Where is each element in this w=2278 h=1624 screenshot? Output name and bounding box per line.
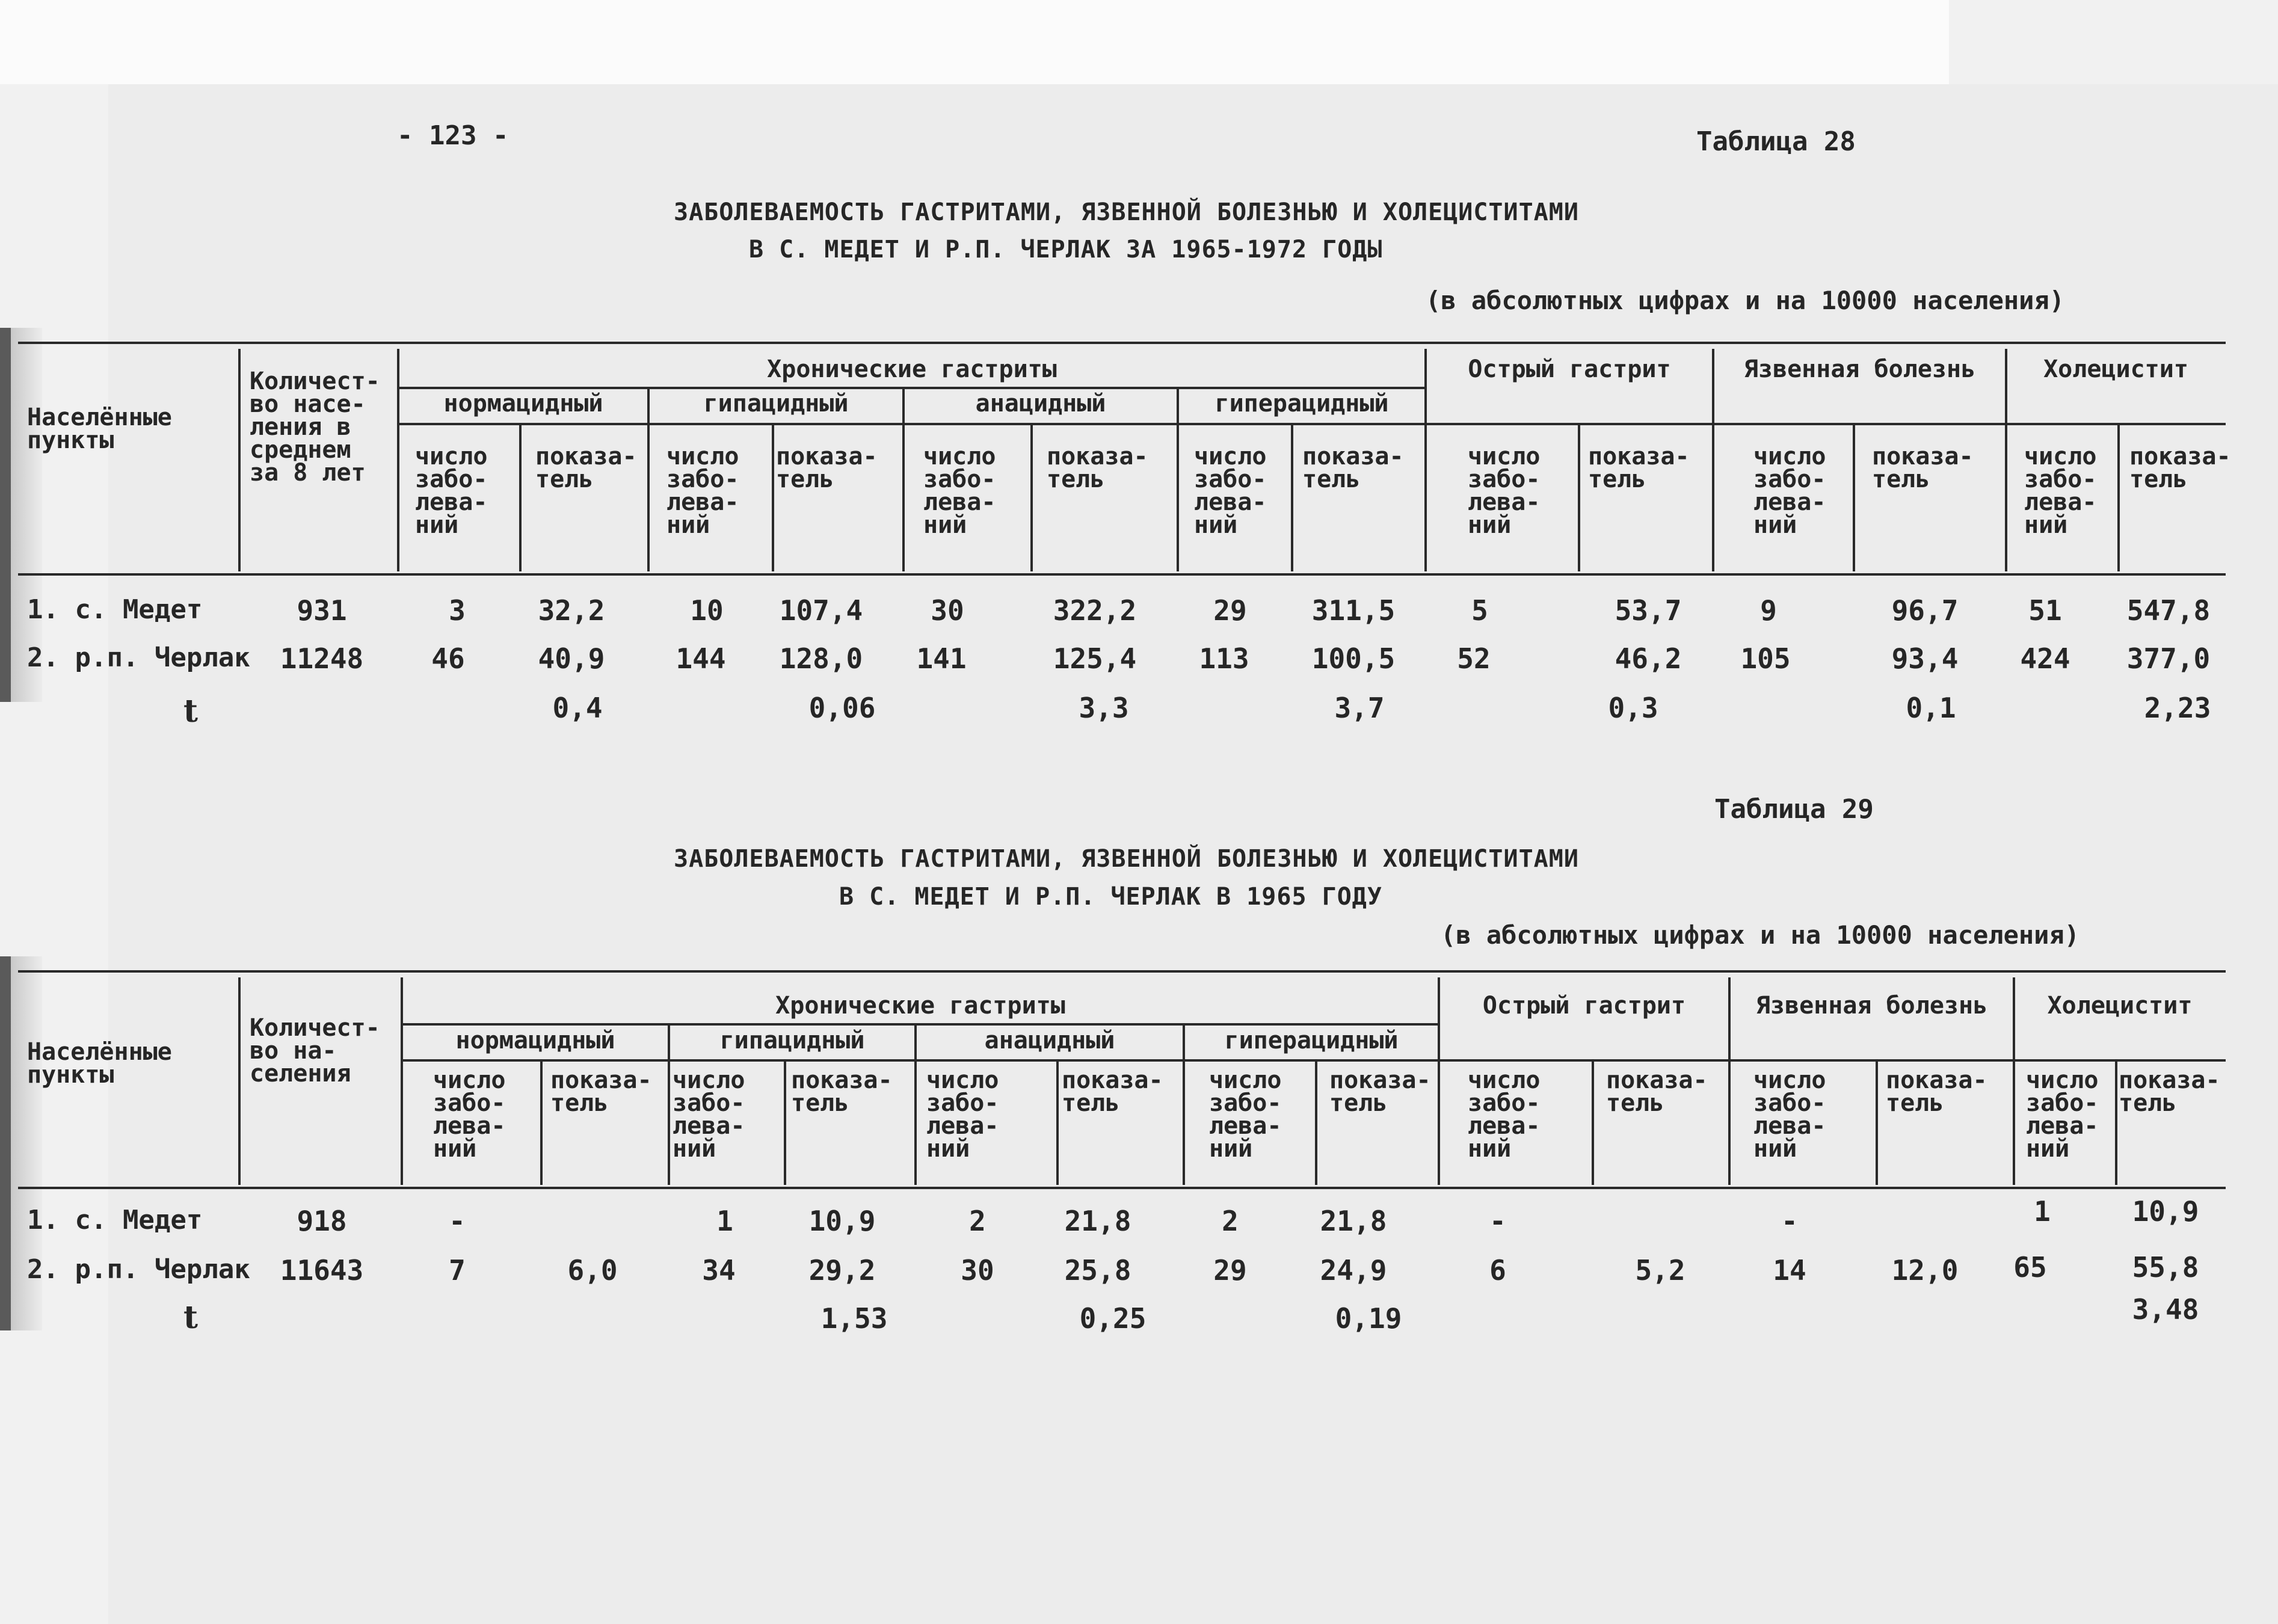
subheader-count: число забо-лева-ний bbox=[1468, 443, 1541, 539]
subheader-index: показа-тель bbox=[1606, 1066, 1708, 1117]
table-cell: - bbox=[1781, 1205, 1798, 1237]
table-cell: 53,7 bbox=[1615, 594, 1682, 627]
header-normacid: нормацидный bbox=[455, 1027, 615, 1054]
header-population: Количест-во насе-ления в среднем за 8 лет bbox=[250, 368, 380, 487]
subheader-count: число забо-лева-ний bbox=[1468, 1066, 1541, 1163]
table-cell: 2 bbox=[969, 1205, 986, 1237]
header-acute-gastritis: Острый гастрит bbox=[1482, 992, 1686, 1020]
subheader-count: число забо-лева-ний bbox=[2024, 443, 2097, 539]
subheader-count: число забо-лева-ний bbox=[673, 1066, 745, 1163]
table-29 bbox=[0, 953, 2278, 1350]
subheader-count: число забо-лева-ний bbox=[923, 443, 996, 539]
header-acute-gastritis: Острый гастрит bbox=[1468, 355, 1671, 383]
t-label-handwritten: t bbox=[183, 1299, 199, 1336]
table-28-title-line1: ЗАБОЛЕВАЕМОСТЬ ГАСТРИТАМИ, ЯЗВЕННОЙ БОЛЕЗНЬЮ И ХОЛЕЦИСТИТАМИ bbox=[674, 198, 1579, 226]
table-cell: 10,9 bbox=[808, 1205, 876, 1237]
t-value: 2,23 bbox=[2144, 692, 2211, 724]
table-cell: 10,9 bbox=[2132, 1195, 2199, 1228]
subheader-count: число забо-лева-ний bbox=[926, 1066, 999, 1163]
table-cell: 5,2 bbox=[1635, 1254, 1685, 1287]
table-cell: 113 bbox=[1199, 642, 1249, 675]
table-cell: 322,2 bbox=[1053, 594, 1137, 627]
table-cell: 144 bbox=[676, 642, 726, 675]
row-label: 1. с. Медет bbox=[27, 594, 203, 625]
t-value: 0,06 bbox=[808, 692, 876, 724]
t-value: 0,3 bbox=[1608, 692, 1658, 724]
table-cell: 46,2 bbox=[1615, 642, 1682, 675]
table-cell: 21,8 bbox=[1320, 1205, 1387, 1237]
header-peptic-ulcer: Язвенная болезнь bbox=[1755, 992, 1988, 1020]
subheader-index: показа-тель bbox=[1588, 443, 1690, 493]
subheader-index: показа-тель bbox=[1302, 443, 1404, 493]
table-cell: 46 bbox=[431, 642, 465, 675]
table-cell: 96,7 bbox=[1891, 594, 1959, 627]
subheader-index: показа-тель bbox=[2129, 443, 2231, 493]
table-cell: 30 bbox=[961, 1254, 994, 1287]
header-cholecystitis: Холецистит bbox=[2043, 355, 2188, 383]
table-29-title-line1: ЗАБОЛЕВАЕМОСТЬ ГАСТРИТАМИ, ЯЗВЕННОЙ БОЛЕЗНЬЮ И ХОЛЕЦИСТИТАМИ bbox=[674, 845, 1579, 873]
table-cell: 6,0 bbox=[567, 1254, 618, 1287]
table-cell: 10 bbox=[690, 594, 724, 627]
row-label: 1. с. Медет bbox=[27, 1205, 203, 1235]
header-peptic-ulcer: Язвенная болезнь bbox=[1743, 355, 1976, 383]
row-label: 2. р.п. Черлак bbox=[27, 1254, 250, 1285]
table-28-units-note: (в абсолютных цифрах и на 10000 населения) bbox=[1426, 286, 2065, 315]
table-cell: 311,5 bbox=[1311, 594, 1396, 627]
population-value: 918 bbox=[297, 1205, 347, 1237]
table-cell: 128,0 bbox=[779, 642, 863, 675]
header-hypacid: гипацидный bbox=[703, 390, 849, 417]
table-29-units-note: (в абсолютных цифрах и на 10000 населения) bbox=[1441, 920, 2080, 950]
t-value: 1,53 bbox=[820, 1302, 888, 1335]
table-cell: 25,8 bbox=[1064, 1254, 1131, 1287]
subheader-index: показа-тель bbox=[776, 443, 878, 493]
table-cell: 14 bbox=[1773, 1254, 1806, 1287]
header-hyperacid: гиперацидный bbox=[1214, 390, 1389, 417]
subheader-index: показа-тель bbox=[1047, 443, 1148, 493]
table-cell: 29,2 bbox=[808, 1254, 876, 1287]
table-cell: 107,4 bbox=[779, 594, 863, 627]
subheader-count: число забо-лева-ний bbox=[2026, 1066, 2099, 1163]
subheader-count: число забо-лева-ний bbox=[1194, 443, 1267, 539]
table-cell: 29 bbox=[1213, 594, 1247, 627]
row-label: 2. р.п. Черлак bbox=[27, 642, 250, 673]
table-cell: 100,5 bbox=[1311, 642, 1396, 675]
table-cell: 3 bbox=[449, 594, 466, 627]
table-cell: 1 bbox=[2034, 1195, 2051, 1228]
subheader-count: число забо-лева-ний bbox=[433, 1066, 506, 1163]
table-cell: 30 bbox=[931, 594, 964, 627]
subheader-index: показа-тель bbox=[1062, 1066, 1163, 1117]
table-cell: 55,8 bbox=[2132, 1251, 2199, 1284]
table-cell: 93,4 bbox=[1891, 642, 1959, 675]
header-population: Количест-во на-селения bbox=[250, 1014, 380, 1087]
table-cell: 65 bbox=[2013, 1251, 2047, 1284]
t-value: 0,4 bbox=[552, 692, 603, 724]
header-chronic-gastritis: Хронические гастриты bbox=[775, 992, 1065, 1020]
table-cell: 32,2 bbox=[538, 594, 605, 627]
table-cell: 424 bbox=[2020, 642, 2070, 675]
table-cell: 21,8 bbox=[1064, 1205, 1131, 1237]
subheader-index: показа-тель bbox=[535, 443, 637, 493]
table-29-caption: Таблица 29 bbox=[1714, 794, 1874, 825]
header-normacid: нормацидный bbox=[443, 390, 603, 417]
table-28-title-line2: В С. МЕДЕТ И Р.П. ЧЕРЛАК ЗА 1965-1972 ГОДЫ bbox=[749, 236, 1383, 263]
table-cell: 105 bbox=[1740, 642, 1791, 675]
paper-background-top bbox=[0, 0, 1949, 84]
t-value: 3,7 bbox=[1334, 692, 1385, 724]
subheader-count: число забо-лева-ний bbox=[1753, 1066, 1826, 1163]
table-cell: - bbox=[1489, 1205, 1506, 1237]
t-value: 3,3 bbox=[1079, 692, 1129, 724]
subheader-count: число забо-лева-ний bbox=[415, 443, 488, 539]
population-value: 11643 bbox=[280, 1254, 364, 1287]
subheader-index: показа-тель bbox=[1872, 443, 1974, 493]
population-value: 11248 bbox=[280, 642, 364, 675]
header-chronic-gastritis: Хронические гастриты bbox=[767, 355, 1057, 383]
table-cell: 51 bbox=[2028, 594, 2062, 627]
t-value: 0,1 bbox=[1906, 692, 1956, 724]
header-hypacid: гипацидный bbox=[719, 1027, 865, 1054]
table-cell: 12,0 bbox=[1891, 1254, 1959, 1287]
table-cell: 34 bbox=[702, 1254, 736, 1287]
table-cell: - bbox=[449, 1205, 466, 1237]
table-cell: 6 bbox=[1489, 1254, 1506, 1287]
subheader-index: показа-тель bbox=[1886, 1066, 1987, 1117]
population-value: 931 bbox=[297, 594, 347, 627]
table-cell: 141 bbox=[916, 642, 967, 675]
table-cell: 24,9 bbox=[1320, 1254, 1387, 1287]
header-anacid: анацидный bbox=[984, 1027, 1115, 1054]
subheader-count: число забо-лева-ний bbox=[666, 443, 739, 539]
subheader-index: показа-тель bbox=[791, 1066, 893, 1117]
header-anacid: анацидный bbox=[975, 390, 1106, 417]
table-cell: 2 bbox=[1222, 1205, 1239, 1237]
header-settlements: Населённые пункты bbox=[27, 404, 172, 454]
table-cell: 125,4 bbox=[1053, 642, 1137, 675]
header-hyperacid: гиперацидный bbox=[1224, 1027, 1399, 1054]
page-number: - 123 - bbox=[397, 120, 509, 151]
table-cell: 9 bbox=[1760, 594, 1777, 627]
table-cell: 29 bbox=[1213, 1254, 1247, 1287]
subheader-index: показа-тель bbox=[1329, 1066, 1431, 1117]
table-cell: 52 bbox=[1457, 642, 1491, 675]
subheader-count: число забо-лева-ний bbox=[1753, 443, 1826, 539]
t-value: 3,48 bbox=[2132, 1293, 2199, 1326]
table-cell: 7 bbox=[449, 1254, 466, 1287]
header-cholecystitis: Холецистит bbox=[2047, 992, 2193, 1020]
subheader-count: число забо-лева-ний bbox=[1209, 1066, 1282, 1163]
t-value: 0,19 bbox=[1335, 1302, 1402, 1335]
table-cell: 547,8 bbox=[2126, 594, 2211, 627]
t-label-handwritten: t bbox=[183, 693, 199, 730]
table-cell: 40,9 bbox=[538, 642, 605, 675]
table-cell: 377,0 bbox=[2126, 642, 2211, 675]
t-value: 0,25 bbox=[1079, 1302, 1147, 1335]
table-cell: 1 bbox=[716, 1205, 733, 1237]
table-cell: 5 bbox=[1471, 594, 1488, 627]
table-28 bbox=[0, 325, 2278, 730]
table-28-caption: Таблица 28 bbox=[1696, 126, 1856, 157]
subheader-index: показа-тель bbox=[550, 1066, 652, 1117]
table-29-title-line2: В С. МЕДЕТ И Р.П. ЧЕРЛАК В 1965 ГОДУ bbox=[839, 883, 1382, 911]
subheader-index: показа-тель bbox=[2119, 1066, 2220, 1117]
header-settlements: Населённые пункты bbox=[27, 1038, 172, 1089]
